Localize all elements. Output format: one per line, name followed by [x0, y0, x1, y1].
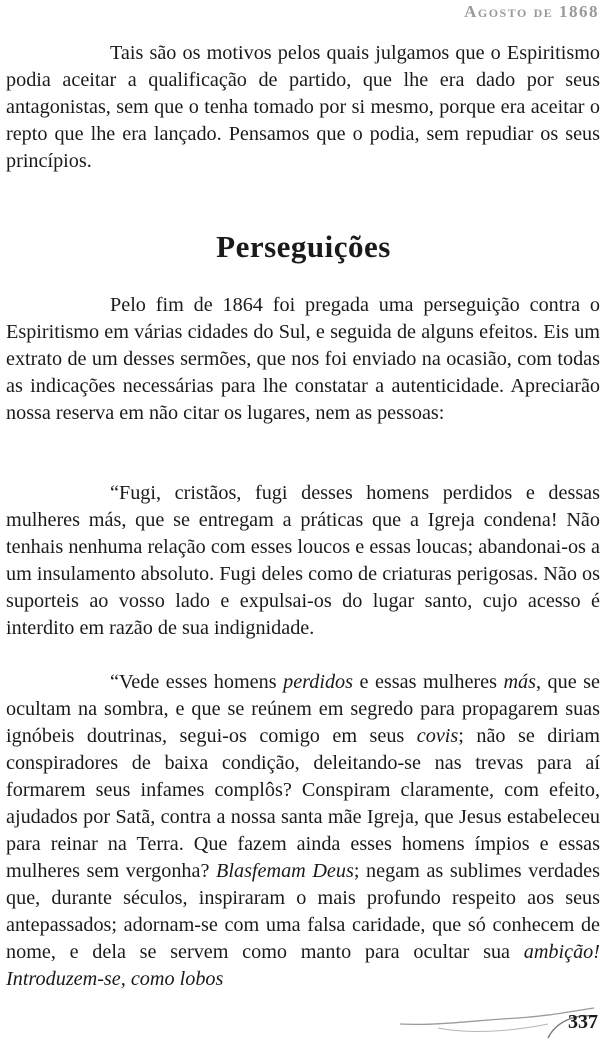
- quote-paragraph-2: [6, 669, 600, 993]
- page-number: 337: [568, 1011, 598, 1033]
- running-head: Agosto de 1868: [464, 2, 599, 21]
- paragraph-text: [6, 669, 600, 993]
- paragraph-text: Tais são os motivos pelos quais julgamos que o Espiritismo podia aceitar a qualificação de partido, que lhe era dado por seus antagonistas, sem que o tenha tomado por si mesmo, porque era aceitar o repto que lhe era lançado. Pensamos que o podia, sem repudiar os seus princípios.: [6, 42, 600, 172]
- body-paragraph-1: [6, 40, 600, 175]
- text-run: “Vede esses homens: [110, 671, 284, 693]
- text-run: e essas mulheres: [353, 671, 504, 693]
- section-title: Perseguições: [216, 229, 391, 264]
- italic-run: perdidos: [283, 671, 354, 693]
- italic-run: Blasfemam Deus: [216, 860, 354, 882]
- italic-run: ambição! Introduzem-se, como lobos: [6, 941, 600, 990]
- italic-run: más: [503, 671, 536, 693]
- body-paragraph-2: [6, 292, 600, 427]
- paragraph-text: Pelo fim de 1864 foi pregada uma perseguição contra o Espiritismo em várias cidades do Sul, e seguida de alguns efeitos. Eis um extrato de um desses sermões, que nos foi enviado na ocasião, com todas as indicações necessárias para lhe constatar a autenticidade. Apreciarão nossa reserva em não citar os lugares, nem as pessoas:: [6, 294, 600, 424]
- italic-run: covis: [416, 725, 459, 747]
- quote-paragraph-1: [6, 480, 600, 642]
- text-run: ; negam as sublimes verdades que, durante séculos, inspiraram o mais profundo respeito aos seus antepassados; adornam-se com uma falsa caridade, que só conhecem de nome, e dela se servem como manto para ocultar sua: [6, 860, 600, 963]
- text-run: , que se ocultam na sombra, e que se reúnem em segredo para propagarem suas ignóbeis doutrinas, segui-os comigo em seus: [6, 671, 600, 747]
- text-run: ; não se diriam conspiradores de baixa condição, deleitando-se nas trevas para aí formarem seus infames complôs? Conspiram claramente, com efeito, ajudados por Satã, contra a nossa santa mãe Igreja, que Jesus estabeleceu para reinar na Terra. Que fazem ainda esses homens ímpios e essas mulheres sem vergonha?: [6, 725, 600, 882]
- paragraph-text: “Fugi, cristãos, fugi desses homens perdidos e dessas mulheres más, que se entregam a práticas que a Igreja condena! Não tenhais nenhuma relação com esses loucos e essas loucas; abandonai-os a um insulamento absoluto. Fugi deles como de criaturas perigosas. Não os suporteis ao vosso lado e expulsai-os do lugar santo, cujo acesso é interdito em razão de sua indignidade.: [6, 482, 600, 639]
